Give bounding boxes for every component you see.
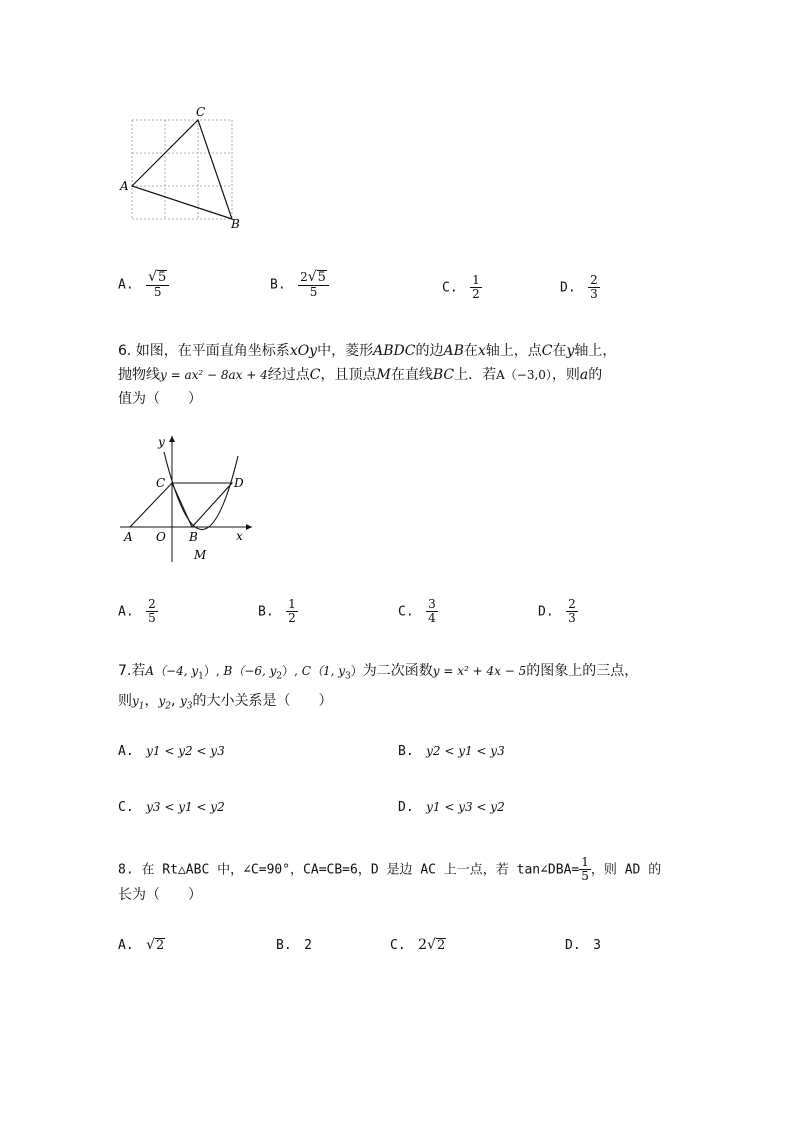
label-y: y xyxy=(158,435,165,449)
x-axis-arrow xyxy=(246,524,252,530)
q8-option-c[interactable]: C. 2 √ 2 xyxy=(390,937,446,953)
q7-option-c-expr: y3 < y1 < y2 xyxy=(146,800,225,814)
q7-option-d-expr: y1 < y3 < y2 xyxy=(426,800,505,814)
q8-option-b[interactable]: B. 2 xyxy=(276,938,312,953)
q8-line-2: 长为（ ） xyxy=(118,887,202,903)
q5-option-c[interactable]: C. $\frac{1}{2}$ xyxy=(442,273,480,301)
q7-option-b-expr: y2 < y1 < y3 xyxy=(426,744,505,758)
q6-line-2: 抛物线y = ax² − 8ax + 4经过点C，且顶点M在直线BC上．若A（−3,0），则a的 xyxy=(118,367,603,383)
label-a: A xyxy=(120,179,129,193)
q6-option-c[interactable]: C. $\frac{3}{4}$ xyxy=(398,597,436,625)
q5-option-d[interactable]: D. $\frac{2}{3}$ xyxy=(560,273,598,301)
q5-option-a[interactable]: A. √ 5 5 xyxy=(118,270,169,299)
label-x: x xyxy=(236,529,243,543)
label-b: B xyxy=(231,217,240,231)
label-c: C xyxy=(156,476,166,490)
q6-option-d[interactable]: D. $\frac{2}{3}$ xyxy=(538,597,576,625)
q8-option-d[interactable]: D. 3 xyxy=(565,938,601,953)
q5-triangle-figure xyxy=(110,100,250,240)
q6-option-b[interactable]: B. $\frac{1}{2}$ xyxy=(258,597,296,625)
q6-line-1: 6. 如图，在平面直角坐标系xOy中，菱形ABDC的边AB在x轴上，点C在y轴上， xyxy=(118,343,617,359)
q7-line-2: 则$y_1$，$y_2$, $y_3$的大小关系是（ ） xyxy=(118,693,333,712)
label-a: A xyxy=(124,530,133,544)
q7-option-a[interactable]: A. y1 < y2 < y3 xyxy=(118,744,225,759)
q8-line-1: 8. 在 Rt△ABC 中，∠C=90°，CA=CB=6，D 是边 AC 上一点，若 tan∠DBA= $\frac{1}{5}$ ，则 AD 的 xyxy=(118,855,662,883)
y-axis-arrow xyxy=(169,436,175,442)
q7-option-c[interactable]: C. y3 < y1 < y2 xyxy=(118,800,225,815)
q7-line-1: 7.若A（−4, $y_1$）, B（−6, $y_2$）, C（1, $y_3$）为二次函数y = x² + 4x − 5的图象上的三点， xyxy=(118,663,639,682)
q6-option-a[interactable]: A. $\frac{2}{5}$ xyxy=(118,597,156,625)
label-c: C xyxy=(196,105,206,119)
q7-option-a-expr: y1 < y2 < y3 xyxy=(146,744,225,758)
q6-rhombus-parabola-figure xyxy=(112,430,262,570)
triangle-abc xyxy=(132,120,232,219)
grid xyxy=(132,120,232,219)
label-d: D xyxy=(234,476,244,490)
q8-option-a[interactable]: A. √ 2 xyxy=(118,937,165,953)
label-o: O xyxy=(156,530,166,544)
q7-option-b[interactable]: B. y2 < y1 < y3 xyxy=(398,744,505,759)
q6-line-3: 值为（ ） xyxy=(118,391,202,407)
label-b: B xyxy=(189,530,198,544)
q7-option-d[interactable]: D. y1 < y3 < y2 xyxy=(398,800,505,815)
label-m: M xyxy=(194,548,207,562)
q5-option-b[interactable]: B. 2 √ 5 5 xyxy=(270,270,329,299)
